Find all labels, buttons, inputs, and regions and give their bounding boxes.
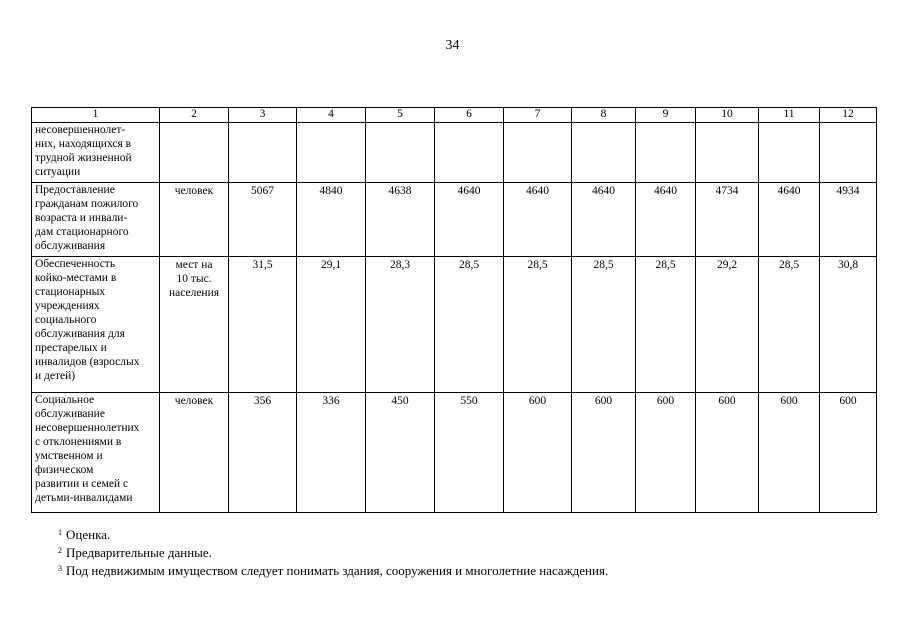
row-unit: человек [160,393,229,513]
value-cell [504,123,572,183]
footnote [58,562,608,580]
row-unit [160,123,229,183]
value-cell: 600 [572,393,636,513]
footnote-text: Под недвижимым имуществом следует понимать здания, сооружения и многолетние насаждения. [66,563,609,578]
footnote [58,544,608,562]
value-cell: 4640 [435,183,504,257]
page-number: 34 [445,38,460,53]
table-row [32,393,877,513]
value-cell: 4734 [696,183,759,257]
header-cell: 12 [820,108,877,123]
value-cell [696,123,759,183]
table-row [32,183,877,257]
footnote-mark: 3 [58,564,62,573]
header-cell: 6 [435,108,504,123]
value-cell [366,123,435,183]
header-cell: 3 [229,108,297,123]
value-cell: 600 [820,393,877,513]
value-cell: 28,5 [572,257,636,393]
value-cell [435,123,504,183]
header-cell: 8 [572,108,636,123]
row-label: Обеспеченность койко-местами в стационарных учреждениях социального обслуживания для престарелых и инвалидов (взрослых и детей) [32,257,160,393]
footnote-mark: 2 [58,546,62,555]
footnote-text: Оценка. [66,527,111,542]
footnote-text: Предварительные данные. [66,545,212,560]
header-cell: 10 [696,108,759,123]
table-row [32,123,877,183]
footnote [58,526,608,544]
value-cell: 600 [504,393,572,513]
value-cell: 4638 [366,183,435,257]
value-cell: 28,3 [366,257,435,393]
header-cell: 9 [636,108,696,123]
value-cell: 4934 [820,183,877,257]
value-cell: 600 [696,393,759,513]
value-cell: 4640 [572,183,636,257]
row-unit: человек [160,183,229,257]
row-unit: мест на 10 тыс. населения [160,257,229,393]
footnote-mark: 1 [58,528,62,537]
table-body [32,108,877,513]
value-cell: 29,1 [297,257,366,393]
value-cell: 28,5 [759,257,820,393]
value-cell: 30,8 [820,257,877,393]
value-cell: 4840 [297,183,366,257]
header-cell: 2 [160,108,229,123]
header-row [32,108,877,123]
value-cell: 4640 [636,183,696,257]
row-label: Предоставление гражданам пожилого возраста и инвали- дам стационарного обслуживания [32,183,160,257]
header-cell: 7 [504,108,572,123]
header-cell: 1 [32,108,160,123]
value-cell: 4640 [759,183,820,257]
value-cell: 550 [435,393,504,513]
header-cell: 4 [297,108,366,123]
value-cell: 5067 [229,183,297,257]
value-cell: 600 [636,393,696,513]
footnotes [58,526,608,580]
value-cell [636,123,696,183]
row-label: Социальное обслуживание несовершеннолетних с отклонениями в умственном и физическом развитии и семей с детьми-инвалидами [32,393,160,513]
header-cell: 5 [366,108,435,123]
value-cell: 28,5 [636,257,696,393]
table-row [32,257,877,393]
value-cell: 450 [366,393,435,513]
value-cell [229,123,297,183]
value-cell: 600 [759,393,820,513]
value-cell [572,123,636,183]
value-cell [297,123,366,183]
value-cell: 29,2 [696,257,759,393]
value-cell: 28,5 [504,257,572,393]
value-cell: 28,5 [435,257,504,393]
data-table [31,107,877,513]
value-cell: 31,5 [229,257,297,393]
value-cell: 356 [229,393,297,513]
value-cell: 336 [297,393,366,513]
row-label: несовершеннолет- них, находящихся в трудной жизненной ситуации [32,123,160,183]
header-cell: 11 [759,108,820,123]
value-cell [759,123,820,183]
value-cell [820,123,877,183]
value-cell: 4640 [504,183,572,257]
